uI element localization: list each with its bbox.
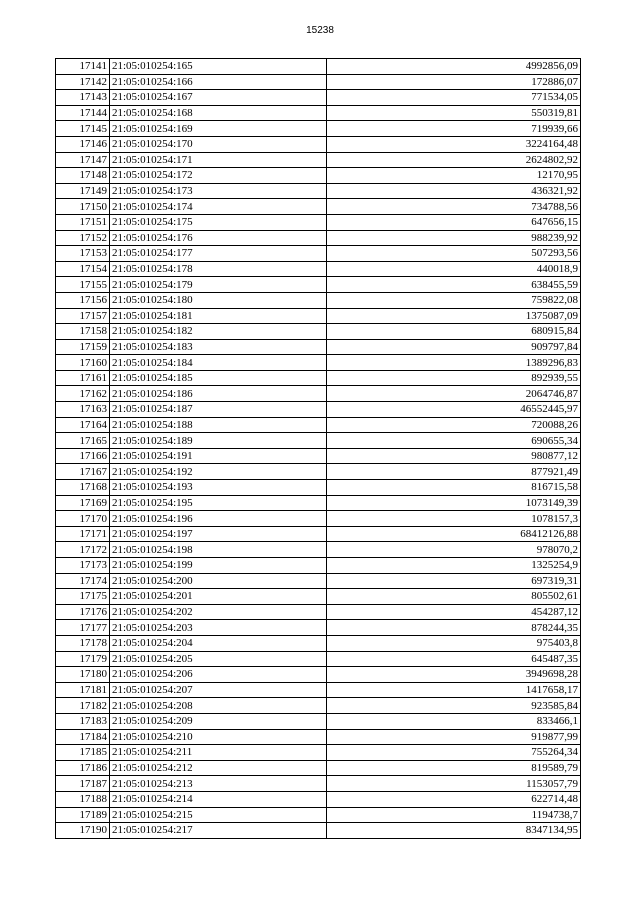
table-row (56, 121, 581, 137)
row-number-cell: 17141 (56, 59, 110, 75)
value-cell: 645487,35 (327, 651, 581, 667)
cadastral-number-cell: 21:05:010254:177 (110, 246, 327, 262)
value-cell: 1073149,39 (327, 495, 581, 511)
cadastral-number-cell: 21:05:010254:195 (110, 495, 327, 511)
value-cell: 805502,61 (327, 589, 581, 605)
value-cell: 1417658,17 (327, 682, 581, 698)
table-row (56, 573, 581, 589)
table-row (56, 667, 581, 683)
registry-table-body (56, 59, 581, 839)
value-cell: 4992856,09 (327, 59, 581, 75)
table-row (56, 682, 581, 698)
cadastral-number-cell: 21:05:010254:217 (110, 823, 327, 839)
table-row (56, 105, 581, 121)
cadastral-number-cell: 21:05:010254:191 (110, 448, 327, 464)
row-number-cell: 17146 (56, 136, 110, 152)
row-number-cell: 17182 (56, 698, 110, 714)
row-number-cell: 17150 (56, 199, 110, 215)
cadastral-number-cell: 21:05:010254:174 (110, 199, 327, 215)
cadastral-number-cell: 21:05:010254:178 (110, 261, 327, 277)
cadastral-number-cell: 21:05:010254:185 (110, 370, 327, 386)
cadastral-number-cell: 21:05:010254:192 (110, 464, 327, 480)
value-cell: 1153057,79 (327, 776, 581, 792)
cadastral-number-cell: 21:05:010254:166 (110, 74, 327, 90)
table-row (56, 729, 581, 745)
value-cell: 755264,34 (327, 745, 581, 761)
row-number-cell: 17187 (56, 776, 110, 792)
row-number-cell: 17176 (56, 604, 110, 620)
value-cell: 697319,31 (327, 573, 581, 589)
table-row (56, 776, 581, 792)
value-cell: 454287,12 (327, 604, 581, 620)
cadastral-number-cell: 21:05:010254:201 (110, 589, 327, 605)
cadastral-number-cell: 21:05:010254:173 (110, 183, 327, 199)
value-cell: 622714,48 (327, 791, 581, 807)
row-number-cell: 17170 (56, 511, 110, 527)
value-cell: 1389296,83 (327, 355, 581, 371)
registry-table (55, 58, 581, 839)
cadastral-number-cell: 21:05:010254:203 (110, 620, 327, 636)
cadastral-number-cell: 21:05:010254:170 (110, 136, 327, 152)
cadastral-number-cell: 21:05:010254:197 (110, 526, 327, 542)
table-row (56, 214, 581, 230)
value-cell: 878244,35 (327, 620, 581, 636)
value-cell: 1375087,09 (327, 308, 581, 324)
value-cell: 892939,55 (327, 370, 581, 386)
row-number-cell: 17177 (56, 620, 110, 636)
row-number-cell: 17185 (56, 745, 110, 761)
cadastral-number-cell: 21:05:010254:202 (110, 604, 327, 620)
cadastral-number-cell: 21:05:010254:199 (110, 558, 327, 574)
row-number-cell: 17188 (56, 791, 110, 807)
row-number-cell: 17143 (56, 90, 110, 106)
value-cell: 647656,15 (327, 214, 581, 230)
row-number-cell: 17152 (56, 230, 110, 246)
table-row (56, 261, 581, 277)
row-number-cell: 17180 (56, 667, 110, 683)
row-number-cell: 17167 (56, 464, 110, 480)
cadastral-number-cell: 21:05:010254:213 (110, 776, 327, 792)
row-number-cell: 17153 (56, 246, 110, 262)
row-number-cell: 17178 (56, 635, 110, 651)
table-row (56, 511, 581, 527)
cadastral-number-cell: 21:05:010254:207 (110, 682, 327, 698)
value-cell: 877921,49 (327, 464, 581, 480)
table-row (56, 199, 581, 215)
cadastral-number-cell: 21:05:010254:179 (110, 277, 327, 293)
cadastral-number-cell: 21:05:010254:206 (110, 667, 327, 683)
row-number-cell: 17166 (56, 448, 110, 464)
table-row (56, 168, 581, 184)
cadastral-number-cell: 21:05:010254:209 (110, 713, 327, 729)
table-row (56, 277, 581, 293)
table-row (56, 324, 581, 340)
cadastral-number-cell: 21:05:010254:169 (110, 121, 327, 137)
table-row (56, 558, 581, 574)
cadastral-number-cell: 21:05:010254:187 (110, 402, 327, 418)
table-row (56, 651, 581, 667)
table-row (56, 604, 581, 620)
row-number-cell: 17151 (56, 214, 110, 230)
cadastral-number-cell: 21:05:010254:183 (110, 339, 327, 355)
value-cell: 2624802,92 (327, 152, 581, 168)
cadastral-number-cell: 21:05:010254:167 (110, 90, 327, 106)
value-cell: 978070,2 (327, 542, 581, 558)
value-cell: 833466,1 (327, 713, 581, 729)
table-row (56, 59, 581, 75)
table-row (56, 480, 581, 496)
row-number-cell: 17148 (56, 168, 110, 184)
table-row (56, 308, 581, 324)
cadastral-number-cell: 21:05:010254:168 (110, 105, 327, 121)
table-row (56, 823, 581, 839)
row-number-cell: 17168 (56, 480, 110, 496)
value-cell: 3224164,48 (327, 136, 581, 152)
cadastral-number-cell: 21:05:010254:210 (110, 729, 327, 745)
value-cell: 1325254,9 (327, 558, 581, 574)
value-cell: 172886,07 (327, 74, 581, 90)
row-number-cell: 17164 (56, 417, 110, 433)
value-cell: 638455,59 (327, 277, 581, 293)
cadastral-number-cell: 21:05:010254:182 (110, 324, 327, 340)
table-row (56, 90, 581, 106)
row-number-cell: 17184 (56, 729, 110, 745)
cadastral-number-cell: 21:05:010254:189 (110, 433, 327, 449)
cadastral-number-cell: 21:05:010254:184 (110, 355, 327, 371)
value-cell: 909797,84 (327, 339, 581, 355)
value-cell: 3949698,28 (327, 667, 581, 683)
row-number-cell: 17183 (56, 713, 110, 729)
cadastral-number-cell: 21:05:010254:198 (110, 542, 327, 558)
value-cell: 923585,84 (327, 698, 581, 714)
cadastral-number-cell: 21:05:010254:208 (110, 698, 327, 714)
table-row (56, 464, 581, 480)
cadastral-number-cell: 21:05:010254:200 (110, 573, 327, 589)
cadastral-number-cell: 21:05:010254:180 (110, 292, 327, 308)
cadastral-number-cell: 21:05:010254:212 (110, 760, 327, 776)
table-row (56, 183, 581, 199)
row-number-cell: 17190 (56, 823, 110, 839)
value-cell: 720088,26 (327, 417, 581, 433)
table-row (56, 136, 581, 152)
cadastral-number-cell: 21:05:010254:188 (110, 417, 327, 433)
row-number-cell: 17162 (56, 386, 110, 402)
table-row (56, 230, 581, 246)
table-row (56, 386, 581, 402)
row-number-cell: 17160 (56, 355, 110, 371)
value-cell: 771534,05 (327, 90, 581, 106)
value-cell: 816715,58 (327, 480, 581, 496)
value-cell: 980877,12 (327, 448, 581, 464)
row-number-cell: 17145 (56, 121, 110, 137)
table-row (56, 433, 581, 449)
cadastral-number-cell: 21:05:010254:204 (110, 635, 327, 651)
row-number-cell: 17155 (56, 277, 110, 293)
value-cell: 12170,95 (327, 168, 581, 184)
row-number-cell: 17169 (56, 495, 110, 511)
value-cell: 919877,99 (327, 729, 581, 745)
row-number-cell: 17163 (56, 402, 110, 418)
page-number: 15238 (306, 25, 334, 36)
row-number-cell: 17156 (56, 292, 110, 308)
cadastral-number-cell: 21:05:010254:215 (110, 807, 327, 823)
value-cell: 1078157,3 (327, 511, 581, 527)
row-number-cell: 17186 (56, 760, 110, 776)
row-number-cell: 17189 (56, 807, 110, 823)
value-cell: 819589,79 (327, 760, 581, 776)
row-number-cell: 17174 (56, 573, 110, 589)
value-cell: 507293,56 (327, 246, 581, 262)
row-number-cell: 17154 (56, 261, 110, 277)
table-row (56, 620, 581, 636)
cadastral-number-cell: 21:05:010254:211 (110, 745, 327, 761)
table-row (56, 246, 581, 262)
table-row (56, 698, 581, 714)
cadastral-number-cell: 21:05:010254:193 (110, 480, 327, 496)
value-cell: 550319,81 (327, 105, 581, 121)
table-row (56, 292, 581, 308)
table-row (56, 355, 581, 371)
row-number-cell: 17142 (56, 74, 110, 90)
table-row (56, 495, 581, 511)
table-row (56, 713, 581, 729)
row-number-cell: 17147 (56, 152, 110, 168)
value-cell: 734788,56 (327, 199, 581, 215)
cadastral-number-cell: 21:05:010254:205 (110, 651, 327, 667)
value-cell: 68412126,88 (327, 526, 581, 542)
table-row (56, 402, 581, 418)
value-cell: 436321,92 (327, 183, 581, 199)
cadastral-number-cell: 21:05:010254:214 (110, 791, 327, 807)
table-row (56, 448, 581, 464)
row-number-cell: 17173 (56, 558, 110, 574)
value-cell: 2064746,87 (327, 386, 581, 402)
cadastral-number-cell: 21:05:010254:196 (110, 511, 327, 527)
table-row (56, 589, 581, 605)
table-row (56, 526, 581, 542)
value-cell: 988239,92 (327, 230, 581, 246)
table-row (56, 760, 581, 776)
table-row (56, 745, 581, 761)
value-cell: 759822,08 (327, 292, 581, 308)
table-row (56, 370, 581, 386)
value-cell: 690655,34 (327, 433, 581, 449)
table-row (56, 339, 581, 355)
value-cell: 719939,66 (327, 121, 581, 137)
row-number-cell: 17144 (56, 105, 110, 121)
value-cell: 8347134,95 (327, 823, 581, 839)
table-row (56, 417, 581, 433)
row-number-cell: 17149 (56, 183, 110, 199)
table-row (56, 635, 581, 651)
table-row (56, 74, 581, 90)
table-row (56, 791, 581, 807)
table-row (56, 542, 581, 558)
row-number-cell: 17172 (56, 542, 110, 558)
value-cell: 975403,8 (327, 635, 581, 651)
table-row (56, 807, 581, 823)
row-number-cell: 17161 (56, 370, 110, 386)
value-cell: 46552445,97 (327, 402, 581, 418)
value-cell: 680915,84 (327, 324, 581, 340)
row-number-cell: 17158 (56, 324, 110, 340)
cadastral-number-cell: 21:05:010254:181 (110, 308, 327, 324)
row-number-cell: 17157 (56, 308, 110, 324)
row-number-cell: 17179 (56, 651, 110, 667)
row-number-cell: 17165 (56, 433, 110, 449)
row-number-cell: 17175 (56, 589, 110, 605)
value-cell: 440018,9 (327, 261, 581, 277)
row-number-cell: 17171 (56, 526, 110, 542)
cadastral-number-cell: 21:05:010254:165 (110, 59, 327, 75)
table-row (56, 152, 581, 168)
cadastral-number-cell: 21:05:010254:175 (110, 214, 327, 230)
value-cell: 1194738,7 (327, 807, 581, 823)
cadastral-number-cell: 21:05:010254:172 (110, 168, 327, 184)
cadastral-number-cell: 21:05:010254:171 (110, 152, 327, 168)
cadastral-number-cell: 21:05:010254:176 (110, 230, 327, 246)
cadastral-number-cell: 21:05:010254:186 (110, 386, 327, 402)
row-number-cell: 17181 (56, 682, 110, 698)
row-number-cell: 17159 (56, 339, 110, 355)
